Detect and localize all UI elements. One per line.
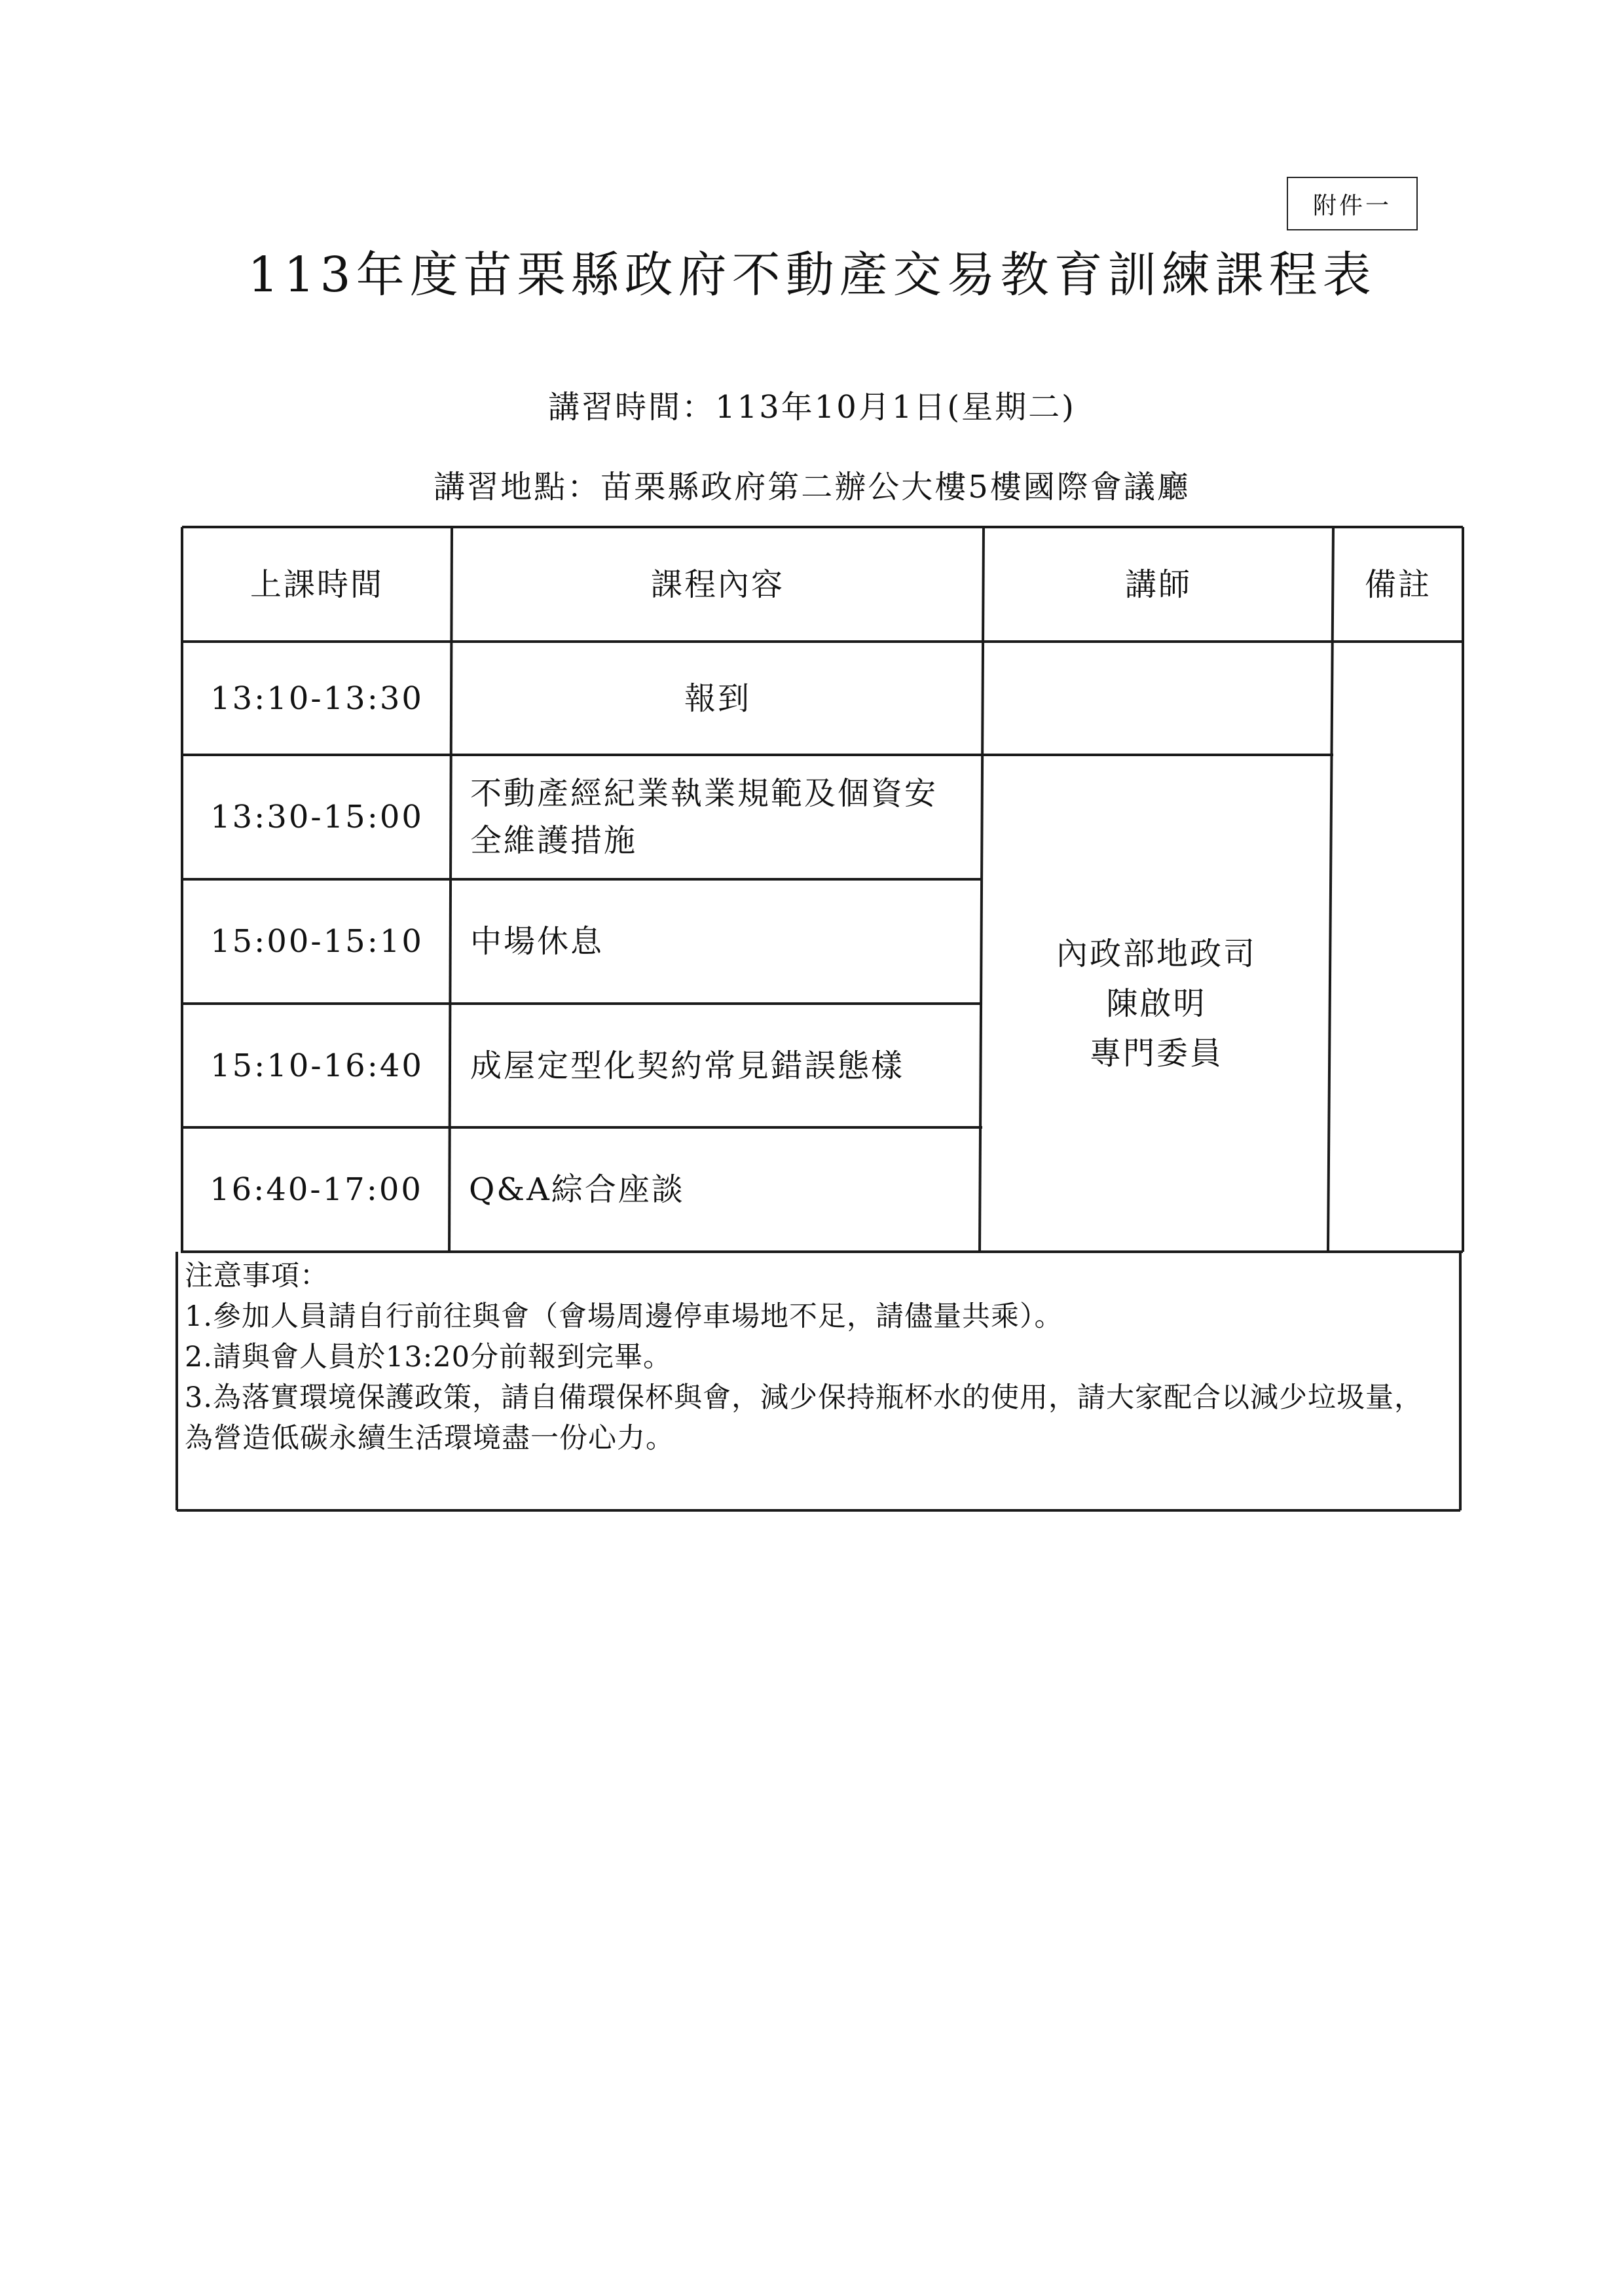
row-5-content: Q&A綜合座談 — [469, 1171, 685, 1208]
instructor-department: 內政部地政司 — [1056, 935, 1257, 972]
row-4-time: 15:10-16:40 — [210, 1047, 424, 1084]
header-instructor: 講師 — [1124, 566, 1192, 603]
attachment-label: 附件一 — [1287, 177, 1418, 230]
instructor-title: 專門委員 — [1089, 1034, 1223, 1072]
row-1-content: 報到 — [684, 680, 751, 717]
row-3-time: 15:00-15:10 — [210, 923, 424, 960]
row-5-time: 16:40-17:00 — [210, 1171, 423, 1208]
row-4-content: 成屋定型化契約常見錯誤態樣 — [470, 1047, 905, 1084]
row-2-time: 13:30-15:00 — [210, 799, 424, 835]
notes-section — [185, 1256, 1435, 1459]
header-content: 課程內容 — [650, 566, 784, 603]
session-time: 講習時間：113年10月1日(星期二) — [548, 389, 1076, 426]
session-place: 講習地點：苗栗縣政府第二辦公大樓5樓國際會議廳 — [434, 469, 1190, 505]
row-2-content: 不動產經紀業執業規範及個資安全維護措施 — [470, 775, 938, 859]
instructor-name: 陳啟明 — [1106, 985, 1207, 1022]
document-title: 113年度苗栗縣政府不動產交易教育訓練課程表 — [248, 247, 1376, 303]
header-remark: 備註 — [1364, 566, 1431, 603]
row-1-time: 13:10-13:30 — [210, 680, 424, 717]
notes-heading: 注意事項： — [185, 1260, 329, 1292]
note-item: 1.參加人員請自行前往與會（會場周邊停車場地不足，請儘量共乘）。 — [185, 1300, 1063, 1333]
instructor-cell — [984, 756, 1329, 1250]
note-item: 2.請與會人員於13:20分前報到完畢。 — [185, 1341, 672, 1374]
header-time: 上課時間 — [249, 566, 384, 603]
note-item: 3.為落實環境保護政策，請自備環保杯與會，減少保持瓶杯水的使用，請大家配合以減少垃圾量，為營造低碳永續生活環境盡一份心力。 — [185, 1381, 1424, 1455]
row-3-content: 中場休息 — [470, 923, 604, 960]
